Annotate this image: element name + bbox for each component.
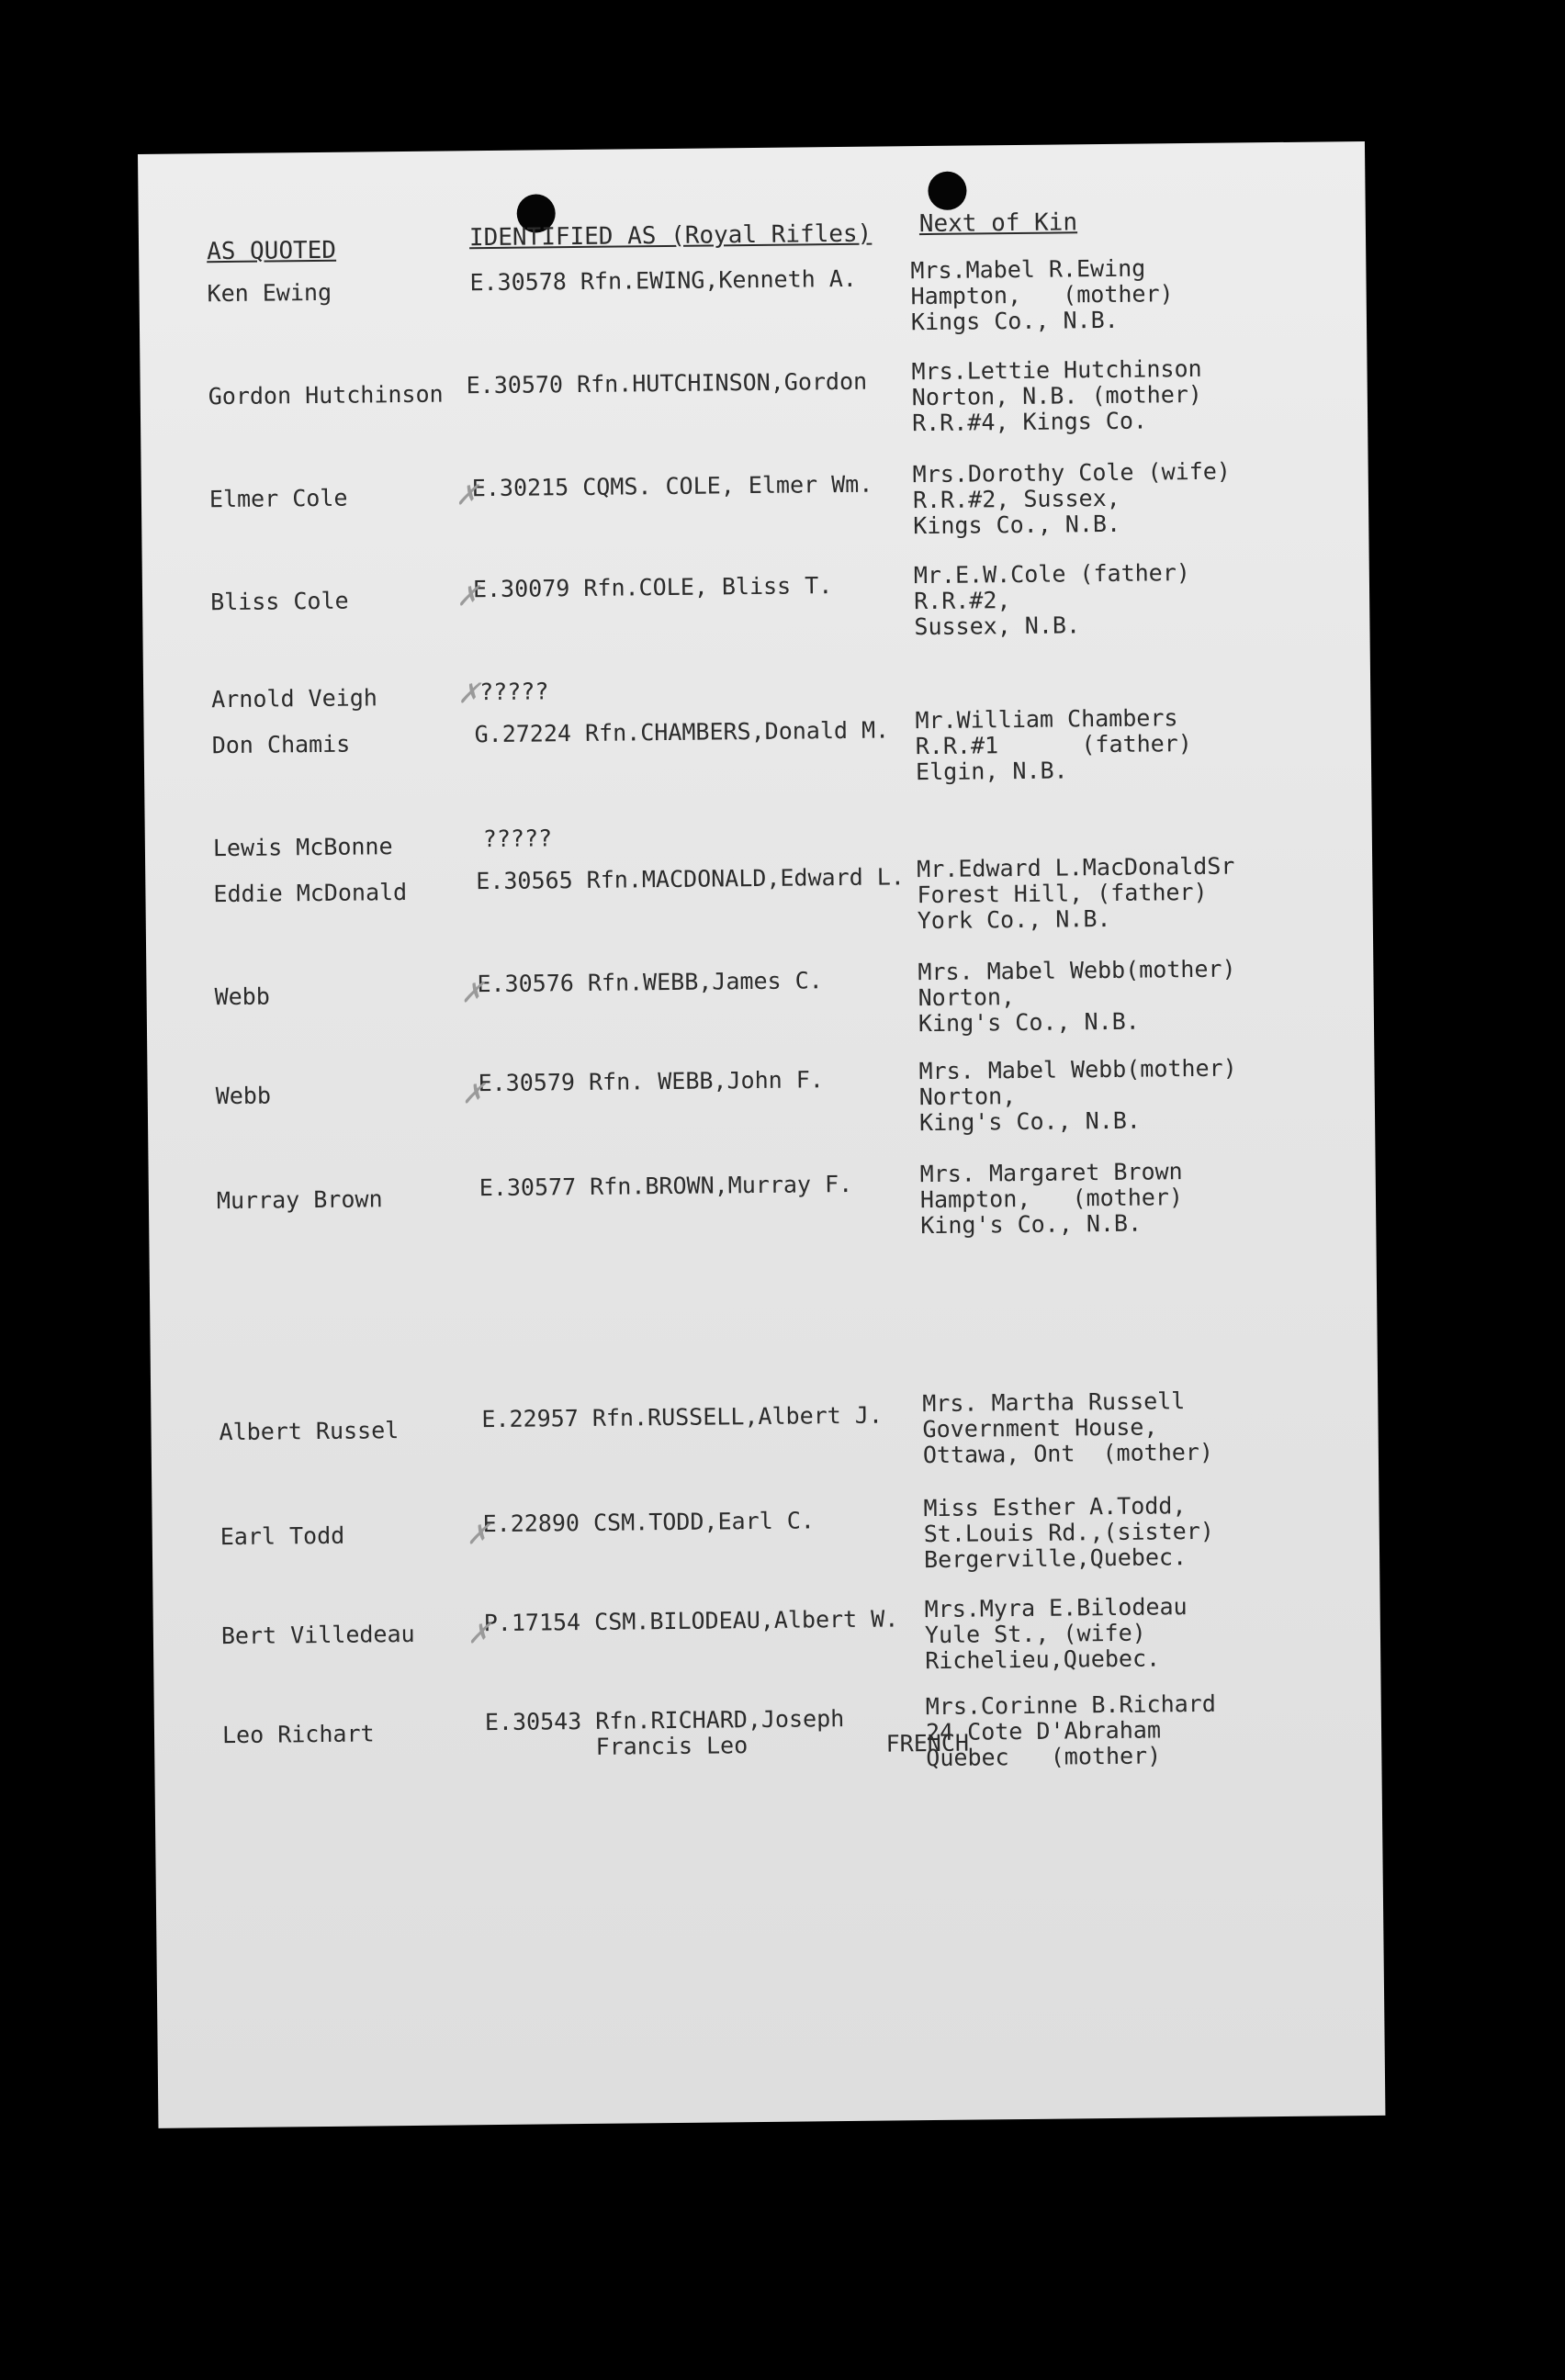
identified-as: E.22957 Rfn.RUSSELL,Albert J. bbox=[481, 1401, 884, 1433]
identified-as: E.30543 Rfn.RICHARD,Joseph Francis Leo FRENCH bbox=[484, 1705, 970, 1762]
next-of-kin: Mr.E.W.Cole (father) R.R.#2, Sussex, N.B. bbox=[913, 559, 1191, 641]
next-of-kin: Mr.Edward L.MacDonaldSr Forest Hill, (father) York Co., N.B. bbox=[917, 852, 1235, 935]
next-of-kin: Mrs.Dorothy Cole (wife) R.R.#2, Sussex, Kings Co., N.B. bbox=[912, 457, 1232, 540]
header-as-quoted: AS QUOTED bbox=[206, 236, 337, 266]
identified-as: E.30579 Rfn. WEBB,John F. bbox=[478, 1066, 825, 1097]
identified-as: P.17154 CSM.BILODEAU,Albert W. bbox=[483, 1605, 899, 1637]
pencil-check-mark: ✗ bbox=[467, 1618, 491, 1651]
identified-as: ????? bbox=[479, 678, 549, 706]
as-quoted-name: Leo Richart bbox=[221, 1720, 375, 1749]
identified-as: E.22890 CSM.TODD,Earl C. bbox=[482, 1507, 816, 1538]
as-quoted-name: Elmer Cole bbox=[208, 484, 348, 513]
next-of-kin: Mrs. Martha Russell Government House, Ottawa, Ont (mother) bbox=[922, 1387, 1214, 1469]
as-quoted-name: Bert Villedeau bbox=[220, 1620, 415, 1650]
pencil-check-mark: ✗ bbox=[461, 1078, 486, 1111]
as-quoted-name: Earl Todd bbox=[220, 1521, 345, 1551]
as-quoted-name: Lewis McBonne bbox=[212, 833, 393, 862]
next-of-kin: Mrs. Mabel Webb(mother) Norton, King's Co., N.B. bbox=[918, 1054, 1237, 1137]
identified-as: E.30577 Rfn.BROWN,Murray F. bbox=[479, 1170, 853, 1202]
identified-as: E.30570 Rfn.HUTCHINSON,Gordon bbox=[466, 367, 868, 399]
as-quoted-name: Bliss Cole bbox=[209, 587, 349, 616]
punch-hole bbox=[928, 172, 966, 210]
as-quoted-name: Murray Brown bbox=[216, 1185, 383, 1215]
as-quoted-name: Eddie McDonald bbox=[213, 878, 408, 908]
header-identified-as: IDENTIFIED AS (Royal Rifles) bbox=[468, 219, 873, 253]
table-row bbox=[149, 1158, 1377, 1298]
next-of-kin: Mrs.Myra E.Bilodeau Yule St., (wife) Richelieu,Quebec. bbox=[924, 1593, 1188, 1675]
header-next-of-kin: Next of Kin bbox=[918, 208, 1078, 239]
pencil-check-mark: ✗ bbox=[456, 580, 480, 613]
identified-as: G.27224 Rfn.CHAMBERS,Donald M. bbox=[474, 716, 890, 748]
identified-as: E.30079 Rfn.COLE, Bliss T. bbox=[472, 572, 833, 603]
identified-as: E.30565 Rfn.MACDONALD,Edward L. bbox=[476, 863, 906, 895]
pencil-check-mark: ✗ bbox=[460, 977, 484, 1010]
pencil-check-mark: ✗ bbox=[455, 479, 479, 512]
next-of-kin: Mrs. Margaret Brown Hampton, (mother) King's Co., N.B. bbox=[919, 1158, 1184, 1240]
document-page bbox=[138, 141, 1385, 2128]
as-quoted-name: Ken Ewing bbox=[207, 278, 332, 308]
as-quoted-name: Albert Russel bbox=[219, 1417, 400, 1446]
next-of-kin: Mr.William Chambers R.R.#1 (father) Elgin, N.B. bbox=[915, 704, 1192, 786]
next-of-kin: Miss Esther A.Todd, St.Louis Rd.,(sister) Bergerville,Quebec. bbox=[923, 1492, 1214, 1574]
pencil-check-mark: ✗ bbox=[466, 1519, 490, 1552]
next-of-kin: Mrs.Mabel R.Ewing Hampton, (mother) Kings Co., N.B. bbox=[910, 254, 1174, 336]
identified-as: E.30576 Rfn.WEBB,James C. bbox=[477, 967, 823, 998]
next-of-kin: Mrs.Lettie Hutchinson Norton, N.B. (mother) R.R.#4, Kings Co. bbox=[911, 354, 1203, 437]
table-row bbox=[154, 1690, 1382, 1833]
as-quoted-name: Webb bbox=[214, 982, 270, 1011]
as-quoted-name: Arnold Veigh bbox=[211, 684, 377, 713]
identified-as: E.30578 Rfn.EWING,Kenneth A. bbox=[469, 264, 858, 297]
as-quoted-name: Webb bbox=[215, 1082, 272, 1110]
pencil-check-mark: ✗ bbox=[456, 678, 481, 711]
identified-as: ????? bbox=[482, 825, 553, 853]
identified-as: E.30215 CQMS. COLE, Elmer Wm. bbox=[471, 470, 873, 502]
next-of-kin: Mrs.Corinne B.Richard 24 Cote D'Abraham Quebec (mother) bbox=[925, 1690, 1216, 1772]
as-quoted-name: Don Chamis bbox=[211, 730, 351, 759]
next-of-kin: Mrs. Mabel Webb(mother) Norton, King's Co., N.B. bbox=[918, 955, 1236, 1038]
as-quoted-name: Gordon Hutchinson bbox=[208, 380, 444, 410]
